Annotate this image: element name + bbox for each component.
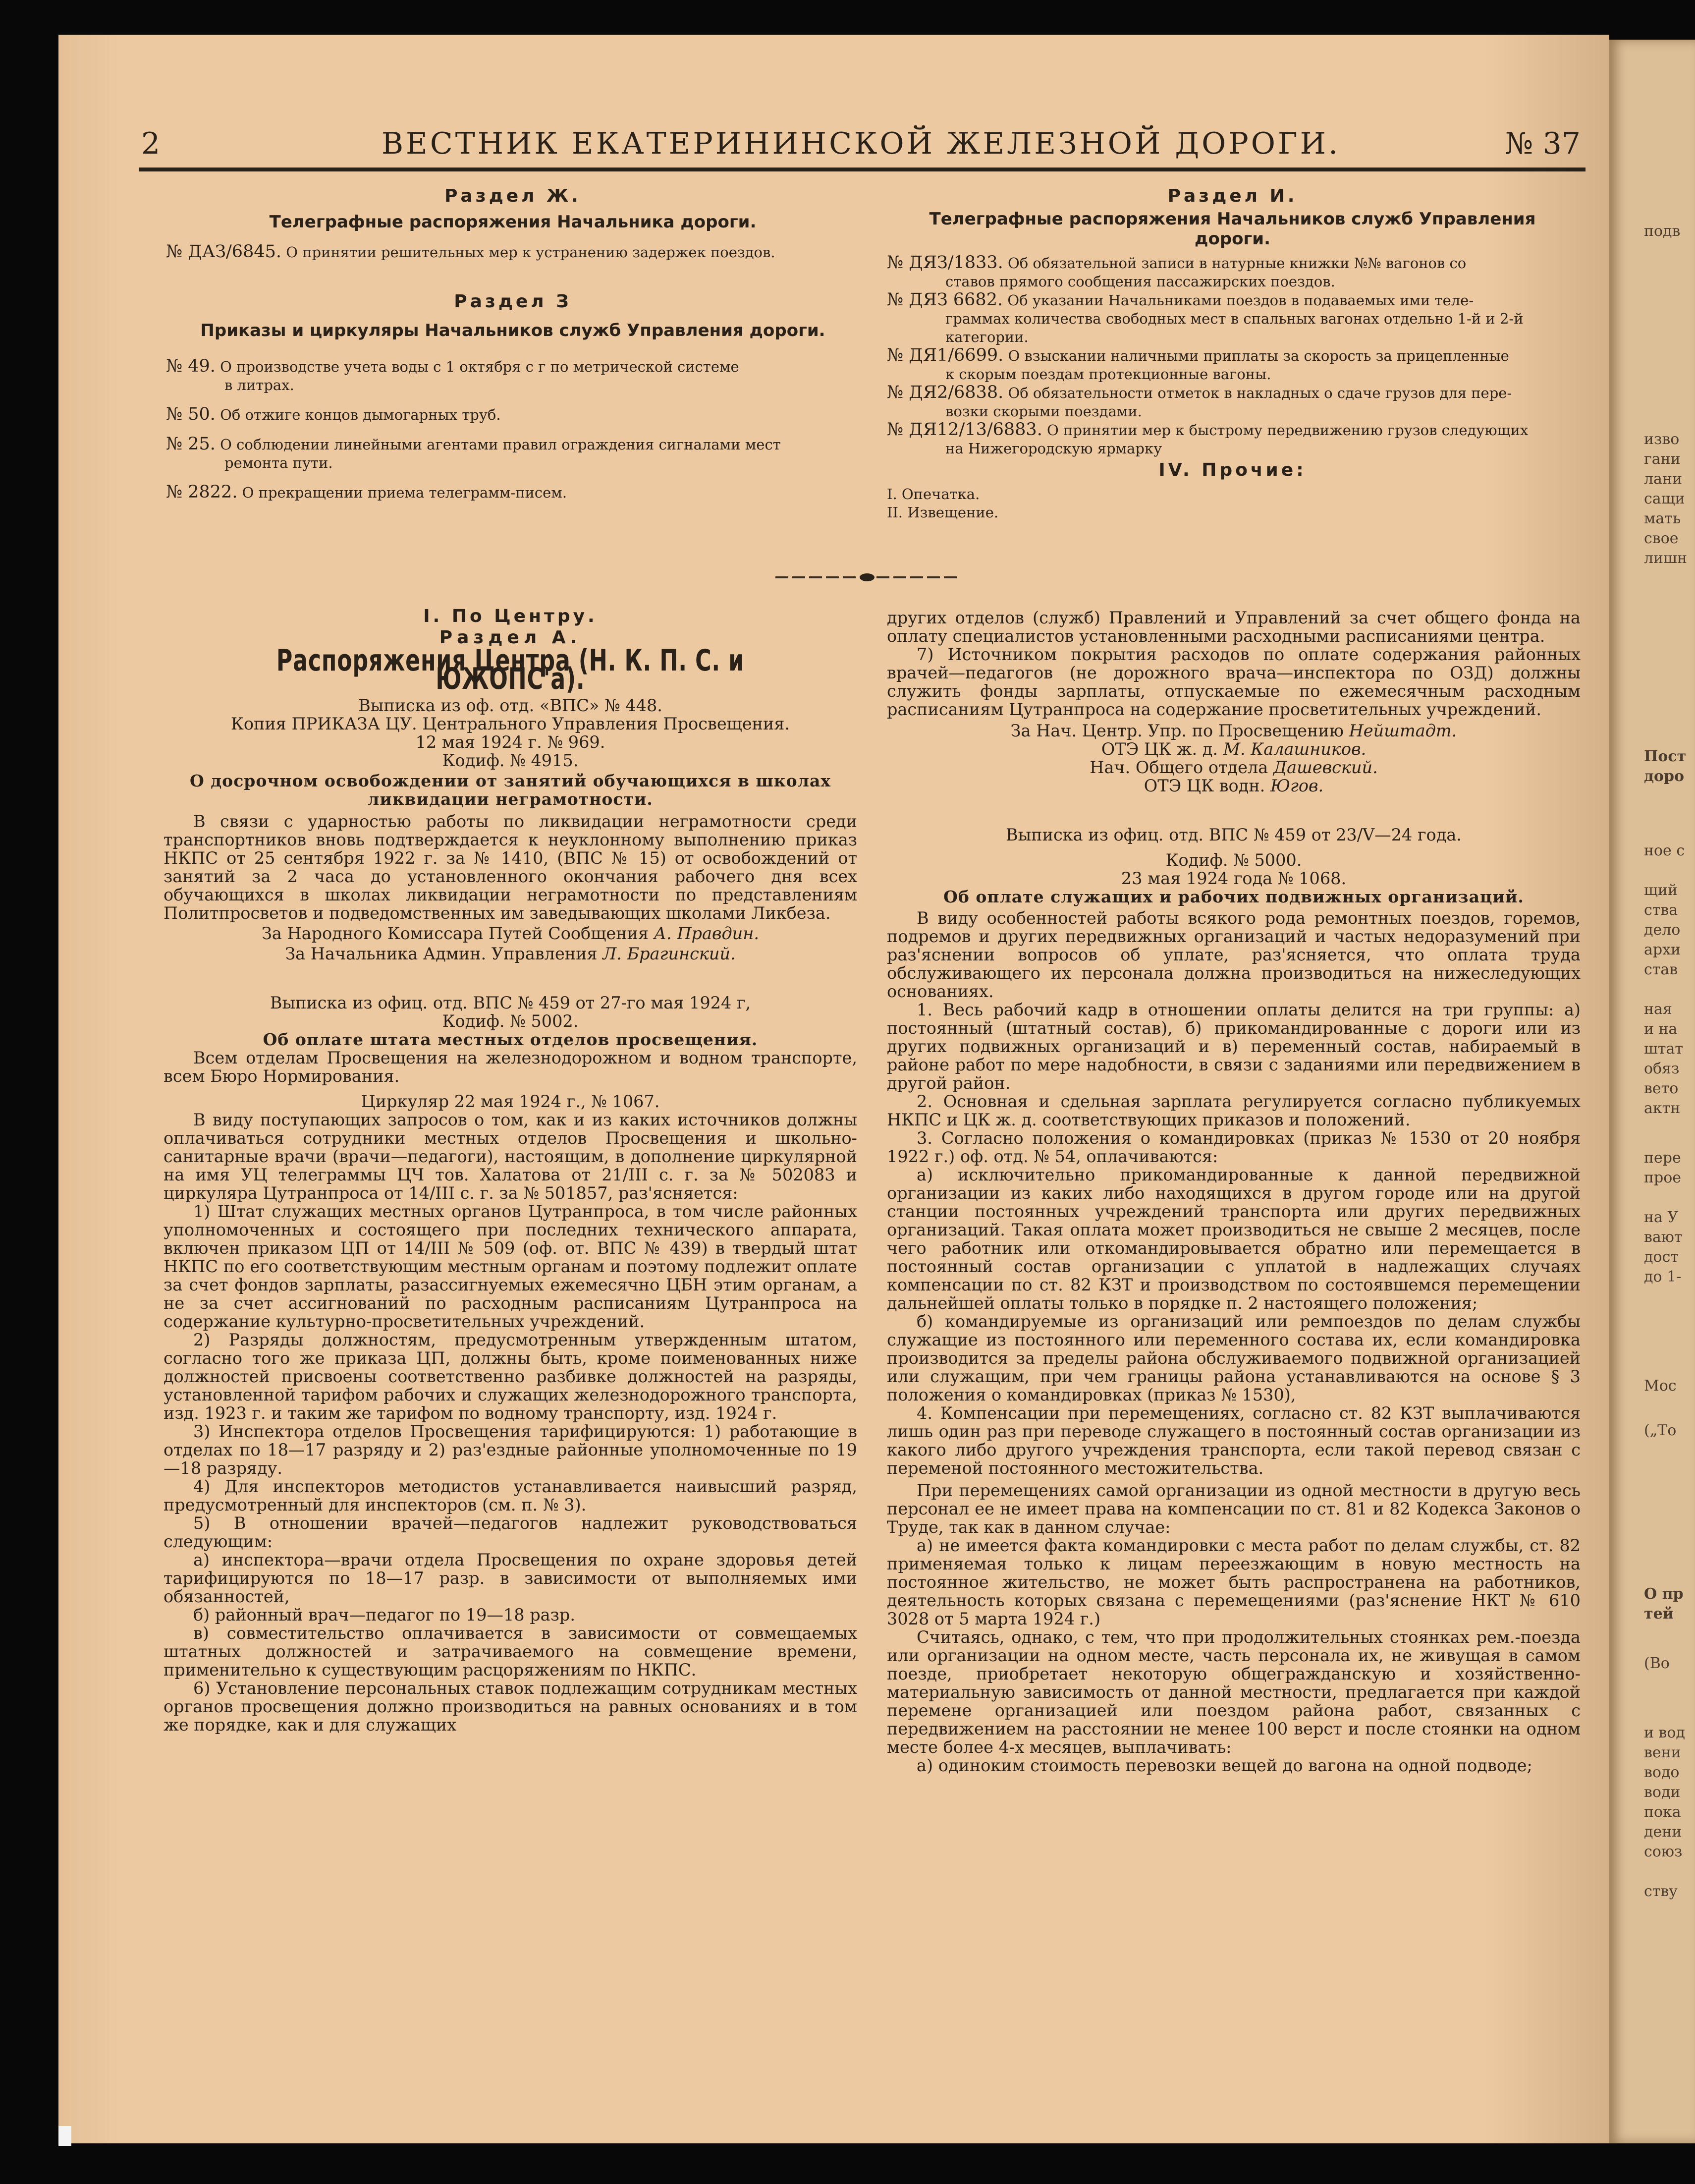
signature: За Народного Комиссара Путей Сообщения А. Правдин. bbox=[262, 924, 759, 943]
signature: Нач. Общего отдела Дашевский. bbox=[1090, 758, 1378, 777]
next-page-fragment: ства bbox=[1644, 901, 1678, 919]
paragraph: 7) Источником покрытия расходов по оплате содержания районных врачей—педагогов (не дорожного врача—инспектора по ОЗД) должны служить фонды зарплаты, отпускаемые по ежемесячным расходным расписаниям Цутранпроса на содержание просветительных учреждений. bbox=[887, 645, 1581, 719]
section-heading: Раздел А. bbox=[439, 627, 582, 648]
extract-line: Выписка из офиц. отд. ВПС № 459 от 27-го мая 1924 г, bbox=[270, 993, 751, 1012]
paragraph: 6) Установление персональных ставок подлежащим сотрудникам местных органов просвещения должно производиться на равных основаниях и в том же порядке, как и для служащих bbox=[164, 1679, 857, 1735]
toc-item: № 49. О производстве учета воды с 1 октября с г по метрической системе в литрах. bbox=[166, 356, 739, 393]
toc-item: № ДАЗ/6845. О принятии решительных мер к устранению задержек поездов. bbox=[166, 242, 775, 262]
adjacent-page-edge bbox=[1609, 40, 1695, 2143]
newspaper-title: ВЕСТНИК ЕКАТЕРИНИНСКОЙ ЖЕЛЕЗНОЙ ДОРОГИ. bbox=[381, 126, 1341, 161]
next-page-fragment: води bbox=[1644, 1784, 1681, 1801]
toc-item: № ДЯ2/6838. Об обязательности отметок в накладных о сдаче грузов для пере- возки скорыми поездами. bbox=[887, 383, 1512, 420]
paragraph: 1. Весь рабочий кадр в отношении оплаты делится на три группы: а) постоянный (штатный состав), б) прикомандированные с дороги или из других подвижных организаций и в) переменный состав, набираемый в районе работ по мере надобности, в связи с заданиями или передвижением в другой район. bbox=[887, 1000, 1581, 1093]
section-heading: Раздел И. bbox=[1167, 186, 1298, 206]
next-page-fragment: став bbox=[1644, 961, 1678, 978]
next-page-fragment: обяз bbox=[1644, 1060, 1680, 1077]
toc-item: I. Опечатка. bbox=[887, 486, 980, 503]
page-header bbox=[141, 126, 1581, 166]
next-page-fragment: тей bbox=[1644, 1605, 1674, 1623]
right-column bbox=[887, 609, 1581, 1775]
paragraph: в) совместительство оплачивается в зависимости от совмещаемых штатных должностей и затрачиваемого на совмещение времени, применительно к существующим расцоряжениям по НКПС. bbox=[164, 1624, 857, 1680]
next-page-fragment: дост bbox=[1644, 1248, 1679, 1266]
order-title: Об оплате служащих и рабочих подвижных организаций. bbox=[943, 887, 1524, 906]
next-page-fragment: свое bbox=[1644, 530, 1679, 547]
next-page-fragment: гани bbox=[1644, 450, 1681, 468]
next-page-fragment: Мос bbox=[1644, 1377, 1677, 1395]
paragraph: В виду поступающих запросов о том, как и из каких источников должны оплачиваться сотрудники местных отделов Просвещения и школьно-санитарные врачи (врачи—педагоги), настоящим, в дополнение циркулярной на имя УЦ телеграммы ЦЧ тов. Халатова от 21/III с. г. за № 502083 и циркуляра Цутранпроса от 14/III с. г. за № 501857, раз'ясняется: bbox=[164, 1110, 857, 1203]
next-page-fragment: актн bbox=[1644, 1100, 1681, 1117]
toc-item: № ДЯЗ 6682. Об указании Начальниками поездов в подаваемых ими теле- граммах количества свободных мест в спальных вагонах отдельно 1-й и 2-й категории. bbox=[887, 290, 1524, 345]
paragraph: 2) Разряды должностям, предусмотренным утвержденным штатом, согласно того же приказа ЦП, должны быть, кроме поименованных ниже должностей присвоены соответственно разбивке должностей на разряды, установленной тарифом рабочих и служащих железнодорожного транспорта, изд. 1923 г. и таким же тарифом по водному транспорту, изд. 1924 г. bbox=[164, 1330, 857, 1423]
toc-item: № 2822. О прекращении приема телеграмм-писем. bbox=[166, 482, 567, 502]
paragraph: а) исключительно прикомандированные к данной передвижной организации из каких либо находящихся в другом городе или на другой станции постоянных учреждений транспорта или других передвижных организаций. Такая оплата может производиться не свыше 2 месяцев, после чего работник или откомандировывается обратно или перемещается в постоянный состав организации с уплатой в надлежащих случаях компенсации по ст. 82 КЗТ и производством по состоявшемся перемещении дальнейшей оплаты только в порядке п. 2 настоящего положения; bbox=[887, 1165, 1581, 1313]
toc-item: № ДЯ1/6699. О взыскании наличными приплаты за скорость за прицепленные к скорым поездам протекционные вагоны. bbox=[887, 345, 1509, 383]
part-heading: I. По Центру. bbox=[423, 606, 598, 626]
section-heading: Раздел Ж. bbox=[444, 186, 581, 206]
next-page-fragment: пере bbox=[1644, 1149, 1681, 1167]
page-number: 2 bbox=[141, 126, 161, 161]
extract-line: Выписка из оф. отд. «ВПС» № 448. bbox=[358, 696, 662, 715]
next-page-fragment: союз bbox=[1644, 1843, 1683, 1860]
paragraph: б) командируемые из организаций или ремпоездов по делам службы служащие из постоянного или переменного состава их, если командировка производится за пределы района обслуживаемого подвижной организацией или служащим, при чем границы района устанавливаются на основе § 3 положения о командировках (приказ № 1530), bbox=[887, 1312, 1581, 1404]
paragraph: 3) Инспектора отделов Просвещения тарифицируются: 1) работающие в отделах по 18—17 разряду и 2) раз'ездные районные уполномоченные по 19—18 разряду. bbox=[164, 1422, 857, 1478]
toc-left bbox=[166, 186, 860, 502]
next-page-fragment: пока bbox=[1644, 1803, 1681, 1821]
paragraph: а) одиноким стоимость перевозки вещей до вагона на одной подводе; bbox=[917, 1756, 1532, 1775]
section-subheading: Телеграфные распоряжения Начальника дороги. bbox=[269, 212, 757, 232]
paragraph: 5) В отношении врачей—педагогов надлежит руководствоваться следующим: bbox=[164, 1513, 857, 1551]
next-page-fragment: и вод bbox=[1644, 1724, 1685, 1741]
codif-line: Кодиф. № 5000. bbox=[1165, 850, 1302, 870]
next-page-fragment: сащи bbox=[1644, 490, 1685, 507]
paragraph: а) инспектора—врачи отдела Просвещения по охране здоровья детей тарифицируются по 18—17 разр. в зависимости от выполняемых ими обязанностей, bbox=[164, 1550, 857, 1606]
paragraph: других отделов (служб) Правлений и Управлений за счет общего фонда на оплату специалистов установленными расходными расписаниями центра. bbox=[887, 608, 1581, 646]
scan-corner-mark bbox=[58, 2126, 71, 2146]
next-page-fragment: доро bbox=[1644, 768, 1684, 785]
next-page-fragment: (Во bbox=[1644, 1655, 1670, 1672]
next-page-fragment: прое bbox=[1644, 1169, 1682, 1186]
next-page-fragment: лишн bbox=[1644, 550, 1687, 567]
next-page-fragment: ству bbox=[1644, 1883, 1678, 1900]
extract-line: Выписка из офиц. отд. ВПС № 459 от 23/V—24 года. bbox=[1006, 825, 1462, 844]
order-date: 23 мая 1924 года № 1068. bbox=[1121, 869, 1347, 888]
section-heading: IV. Прочие: bbox=[1158, 460, 1307, 480]
issue-number: № 37 bbox=[1505, 126, 1581, 161]
signature: За Начальника Админ. Управления Л. Брагинский. bbox=[285, 944, 736, 963]
order-title: О досрочном освобождении от занятий обучающихся в школах ликвидации неграмотности. bbox=[189, 771, 831, 809]
next-page-fragment: ная bbox=[1644, 1001, 1672, 1018]
next-page-fragment: щий bbox=[1644, 882, 1678, 899]
circular-line: Циркуляр 22 мая 1924 г., № 1067. bbox=[361, 1092, 660, 1111]
copy-line: Копия ПРИКАЗА ЦУ. Центрального Управления Просвещения. bbox=[230, 714, 790, 733]
next-page-fragment: водо bbox=[1644, 1764, 1680, 1781]
next-page-fragment: вени bbox=[1644, 1744, 1681, 1761]
next-page-fragment: („То bbox=[1644, 1422, 1677, 1439]
next-page-fragment: штат bbox=[1644, 1040, 1683, 1058]
codif-line: Кодиф. № 4915. bbox=[442, 751, 579, 770]
toc-item: № 25. О соблюдении линейными агентами правил ограждения сигналами мест ремонта пути. bbox=[166, 434, 781, 471]
paragraph: 1) Штат служащих местных органов Цутранпроса, в том числе районных уполномоченных и состоящего при последних технического аппарата, включен приказом ЦП от 14/III № 509 (оф. от. ВПС № 439) в твердый штат НКПС по его соответствующим местным органам и поэтому подлежит оплате за счет фондов зарплаты, разассигнуемых ежемесячно ЦБН этим органам, а не за счет ассигнований по расходным расписаниям Цутранпроса на содержание культурно-просветительных учреждений. bbox=[164, 1202, 857, 1331]
section-heading: Раздел З bbox=[454, 291, 572, 312]
next-page-fragment: лани bbox=[1644, 470, 1682, 488]
toc-item: II. Извещение. bbox=[887, 504, 999, 521]
order-date: 12 мая 1924 г. № 969. bbox=[415, 732, 605, 752]
codif-line: Кодиф. № 5002. bbox=[442, 1011, 579, 1031]
next-page-fragment: подв bbox=[1644, 223, 1681, 240]
toc-item: № ДЯЗ/1833. Об обязательной записи в натурные книжки №№ вагонов со ставов прямого сообщения пассажирских поездов. bbox=[887, 253, 1467, 290]
toc-item: № ДЯ12/13/6883. О принятии мер к быстрому передвижению грузов следующих на Нижегородскую ярмарку bbox=[887, 420, 1529, 457]
toc-right bbox=[887, 186, 1578, 522]
paragraph: При перемещениях самой организации из одной местности в другую весь персонал ее не имеет права на компенсации по ст. 81 и 82 Кодекса Законов о Труде, так как в данном случае: bbox=[887, 1481, 1581, 1537]
addressees: Всем отделам Просвещения на железнодорожном и водном транспорте, всем Бюро Нормирования. bbox=[164, 1048, 857, 1086]
divider-ornament bbox=[860, 573, 875, 581]
next-page-fragment: и на bbox=[1644, 1020, 1678, 1038]
signature: ОТЭ ЦК ж. д. М. Калашников. bbox=[1101, 739, 1367, 759]
next-page-fragment: мать bbox=[1644, 510, 1681, 527]
next-page-fragment: изво bbox=[1644, 431, 1680, 448]
paragraph: 4) Для инспекторов методистов устанавливается наивысший разряд, предусмотренный для инспекторов (см. п. № 3). bbox=[164, 1477, 857, 1514]
article-headline: Распоряжения Центра (Н. К. П. С. и ЮЖОПС'а). bbox=[276, 643, 745, 696]
signature: За Нач. Центр. Упр. по Просвещению Нейштадт. bbox=[1010, 721, 1457, 740]
header-rule bbox=[139, 168, 1586, 171]
next-page-fragment: О пр bbox=[1644, 1585, 1684, 1603]
paragraph: б) районный врач—педагог по 19—18 разр. bbox=[193, 1605, 576, 1624]
paragraph: В виду особенностей работы всякого рода ремонтных поездов, горемов, подремов и других передвижных организаций и частых недоразумений при раз'яснении вопросов об уплате, раз'ясняется, что оплата труда обслуживающего их персонала должна производиться на нижеследующих основаниях. bbox=[887, 908, 1581, 1001]
order-title: Об оплате штата местных отделов просвещения. bbox=[263, 1030, 758, 1049]
toc-item: № 50. Об отжиге концов дымогарных труб. bbox=[166, 404, 501, 424]
next-page-fragment: Пост bbox=[1644, 748, 1687, 765]
paragraph: 4. Компенсации при перемещениях, согласно ст. 82 КЗТ выплачиваются лишь один раз при переводе служащего в постоянный состав организации из какого либо другого учреждения транспорта, если такой перевод связан с переменой постоянного местожительства. bbox=[887, 1403, 1581, 1478]
left-column bbox=[164, 607, 857, 1734]
next-page-fragment: вето bbox=[1644, 1080, 1679, 1097]
next-page-fragment: до 1- bbox=[1644, 1268, 1682, 1286]
next-page-fragment: вают bbox=[1644, 1229, 1683, 1246]
section-subheading: Телеграфные распоряжения Начальников служб Управления дороги. bbox=[929, 209, 1536, 249]
next-page-fragment: дени bbox=[1644, 1823, 1682, 1841]
next-page-fragment: ное с bbox=[1644, 842, 1685, 859]
signature: ОТЭ ЦК водн. Югов. bbox=[1144, 776, 1324, 795]
paragraph: Считаясь, однако, с тем, что при продолжительных стоянках рем.-поезда или организации на одном месте, часть персонала их, не живущая в самом поезде, приобретает некоторую общегражданскую и хозяйственно-материальную зависимость от данной местности, предлагается при каждой перемене организацией или поездом района работ, связанных с передвижением на расстоянии не менее 100 верст и после стоянки на одном месте более 4-х месяцев, выплачивать: bbox=[887, 1627, 1581, 1757]
paragraph: В связи с ударностью работы по ликвидации неграмотности среди транспортников вновь подтверждается к неуклонному выполнению приказ НКПС от 25 сентября 1922 г. за № 1410, (ВПС № 15) от освобождений от занятий за 2 часа до установленного окончания рабочего дня всех обучающихся в школах ликвидации неграмотности по представлениям Политпросветов и подведомственных им заведывающих школами Ликбеза. bbox=[164, 812, 857, 923]
section-subheading: Приказы и циркуляры Начальников служб Управления дороги. bbox=[200, 321, 825, 340]
next-page-fragment: дело bbox=[1644, 921, 1681, 939]
next-page-fragment: архи bbox=[1644, 941, 1681, 958]
paragraph: а) не имеется факта командировки с места работ по делам службы, ст. 82 применяемая только к лицам переезжающим в новую местность на постоянное жительство, не может быть распространена на работников, деятельность которых связана с перемещениями (раз'яснение НКТ № 610 3028 от 5 марта 1924 г.) bbox=[887, 1536, 1581, 1628]
next-page-fragment: на У bbox=[1644, 1209, 1679, 1226]
paragraph: 3. Согласно положения о командировках (приказ № 1530 от 20 ноября 1922 г.) оф. отд. № 54, оплачиваются: bbox=[887, 1128, 1581, 1166]
paragraph: 2. Основная и сдельная зарплата регулируется согласно публикуемых НКПС и ЦК ж. д. соответствующих приказов и положений. bbox=[887, 1092, 1581, 1129]
